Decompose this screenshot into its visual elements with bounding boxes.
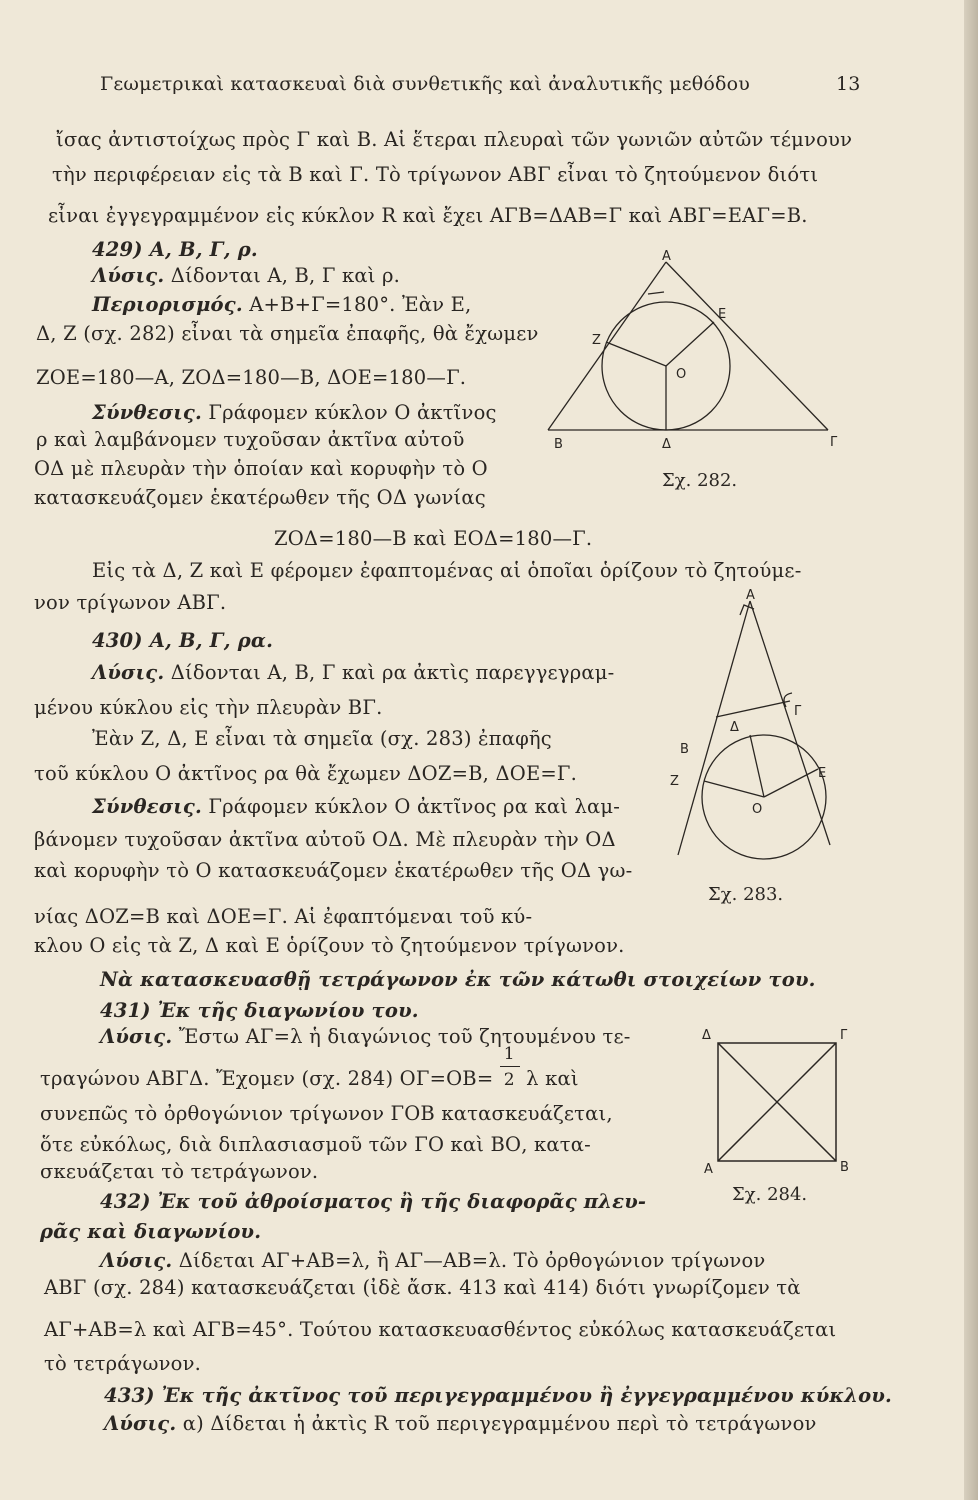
problem-430-heading: 430) Α, Β, Γ, ρα. [92,629,274,652]
label-a: A [662,249,671,264]
text-line: εἶναι ἐγγεγραμμένον εἰς κύκλον R καὶ ἔχει ΑΓΒ=ΔΑΒ=Γ καὶ ΑΒΓ=ΕΑΓ=Β. [48,204,808,227]
label-z: Z [592,333,601,348]
text-line [100,1249,765,1273]
label-b: B [680,742,689,757]
radius-oe [666,322,714,366]
periorismos-text: Α+Β+Γ=180°. Ἐὰν Ε, [249,293,472,316]
text-line: Εἰς τὰ Δ, Ζ καὶ Ε φέρομεν ἐφαπτομένας αἱ ὁποῖαι ὁρίζουν τὸ ζητούμε- [92,559,802,582]
text-line [40,1043,579,1092]
text-line: κατασκευάζομεν ἑκατέρωθεν τῆς ΟΔ γωνίας [34,486,486,509]
text-line [92,264,400,288]
fraction-bar [500,1066,520,1067]
label-d: Δ [702,1028,711,1043]
label-d: Δ [662,437,671,452]
lysis-label: Λύσις. [100,1249,173,1272]
lysis-text: α) Δίδεται ἡ ἀκτὶς R τοῦ περιγεγραμμένου περὶ τὸ τετράγωνον [182,1412,817,1435]
equation: ΖΟΕ=180—Α, ΖΟΔ=180—Β, ΔΟΕ=180—Γ. [36,366,467,389]
triangle-side-ab [548,262,666,430]
text-line: ἴσας ἀντιστοίχως πρὸς Γ καὶ Β. Αἱ ἕτεραι πλευραὶ τῶν γωνιῶν αὐτῶν τέμνουν [56,128,853,151]
figure-283 [668,585,848,875]
text-line: τὴν περιφέρειαν εἰς τὰ Β καὶ Γ. Τὸ τρίγωνον ΑΒΓ εἶναι τὸ ζητούμενον διότι [52,163,819,186]
label-a: A [704,1162,713,1177]
text-line: τοῦ κύκλου Ο ἀκτῖνος ρα θὰ ἔχωμεν ΔΟΖ=Β, ΔΟΕ=Γ. [34,762,578,785]
section-title: Νὰ κατασκευασθῇ τετράγωνον ἐκ τῶν κάτωθι στοιχείων του. [100,968,816,991]
synthesis-label: Σύνθεσις. [92,795,202,818]
text-line [92,795,620,819]
equation: ΖΟΔ=180—Β καὶ ΕΟΔ=180—Γ. [274,527,593,550]
lysis-text: Δίδονται Α, Β, Γ καὶ ρ. [170,264,401,287]
running-title: Γεωμετρικαὶ κατασκευαὶ διὰ συνθετικῆς καὶ ἀναλυτικῆς μεθόδου [100,73,751,95]
lysis-text: Ἔστω ΑΓ=λ ἡ διαγώνιος τοῦ ζητουμένου τε- [178,1025,631,1048]
label-b: B [554,437,563,452]
label-a: A [746,588,755,603]
synthesis-text: Γράφομεν κύκλον Ο ἀκτῖνος [208,401,497,424]
text-line: κλου Ο εἰς τὰ Ζ, Δ καὶ Ε ὁρίζουν τὸ ζητούμενον τρίγωνον. [34,934,625,957]
problem-433-heading: 433) Ἐκ τῆς ἀκτῖνος τοῦ περιγεγραμμένου ἢ ἐγγεγραμμένου κύκλου. [104,1384,893,1407]
triangle-side-ag [666,262,828,430]
text-part: τραγώνου ΑΒΓΔ. Ἔχομεν (σχ. 284) ΟΓ=ΟΒ= [40,1067,494,1090]
label-o: O [752,802,763,817]
figure-283-caption: Σχ. 283. [708,884,784,905]
figure-284-caption: Σχ. 284. [732,1184,808,1205]
problem-429-heading: 429) Α, Β, Γ, ρ. [92,238,258,261]
text-line [100,1025,631,1049]
label-g: Γ [794,704,802,719]
page-edge [964,0,978,1500]
label-o: O [676,367,687,382]
problem-432-heading-cont: ρᾶς καὶ διαγωνίου. [40,1220,262,1243]
text-line: νίας ΔΟΖ=Β καὶ ΔΟΕ=Γ. Αἱ ἐφαπτόμεναι τοῦ κύ- [34,905,533,928]
label-d: Δ [730,720,739,735]
problem-432-heading: 432) Ἐκ τοῦ ἀθροίσματος ἢ τῆς διαφορᾶς πλευ- [100,1190,647,1213]
lysis-label: Λύσις. [104,1412,177,1435]
angle-mark [648,292,664,294]
text-line: ὅτε εὐκόλως, διὰ διπλασιασμοῦ τῶν ΓΟ καὶ ΒΟ, κατα- [40,1133,591,1156]
synthesis-text: Γράφομεν κύκλον Ο ἀκτῖνος ρα καὶ λαμ- [208,795,621,818]
figure-282 [548,250,848,450]
line-ab-extended [678,601,750,855]
angle-mark [784,693,792,707]
label-e: E [818,766,827,781]
fraction-denominator: 2 [503,1069,515,1090]
text-line: καὶ κορυφὴν τὸ Ο κατασκευάζομεν ἑκατέρωθεν τῆς ΟΔ γω- [34,859,633,882]
figure-282-caption: Σχ. 282. [662,470,738,491]
lysis-label: Λύσις. [92,264,165,287]
label-z: Z [670,774,679,789]
text-line: Ἐὰν Ζ, Δ, Ε εἶναι τὰ σημεῖα (σχ. 283) ἐπαφῆς [92,727,552,750]
text-line: ΑΒΓ (σχ. 284) κατασκευάζεται (ἰδὲ ἄσκ. 413 καὶ 414) διότι γνωρίζομεν τὰ [44,1276,801,1299]
figure-284 [700,1025,860,1177]
lysis-text: Δίδεται ΑΓ+ΑΒ=λ, ἢ ΑΓ—ΑΒ=λ. Τὸ ὀρθογώνιον τρίγωνον [178,1249,766,1272]
radius-oz [606,342,666,366]
label-g: Γ [840,1028,848,1043]
text-line [92,661,614,685]
page-number: 13 [836,73,861,95]
text-line: νον τρίγωνον ΑΒΓ. [34,591,227,614]
label-b: B [840,1160,849,1175]
text-line: βάνομεν τυχοῦσαν ἀκτῖνα αὐτοῦ ΟΔ. Μὲ πλευρὰν τὴν ΟΔ [34,828,616,851]
text-line [92,293,471,317]
text-line: συνεπῶς τὸ ὀρθογώνιον τρίγωνον ΓΟΒ κατασκευάζεται, [40,1102,613,1125]
label-e: E [718,307,727,322]
text-line: ρ καὶ λαμβάνομεν τυχοῦσαν ἀκτῖνα αὐτοῦ [36,428,465,451]
text-line: σκευάζεται τὸ τετράγωνον. [40,1160,319,1183]
lysis-label: Λύσις. [92,661,165,684]
text-part: λ καὶ [526,1067,579,1090]
periorismos-label: Περιορισμός. [92,293,243,316]
problem-431-heading: 431) Ἐκ τῆς διαγωνίου του. [100,999,419,1022]
text-line: μένου κύκλου εἰς τὴν πλευρὰν ΒΓ. [34,696,383,719]
text-line: Δ, Ζ (σχ. 282) εἶναι τὰ σημεῖα ἐπαφῆς, θὰ ἔχωμεν [36,322,539,345]
text-line: τὸ τετράγωνον. [44,1352,202,1375]
label-g: Γ [830,435,838,450]
text-line: ΑΓ+ΑΒ=λ καὶ ΑΓΒ=45°. Τούτου κατασκευασθέντος εὐκόλως κατασκευάζεται [44,1318,837,1341]
radius-oz [704,781,764,797]
text-line: ΟΔ μὲ πλευρὰν τὴν ὁποίαν καὶ κορυφὴν τὸ Ο [34,457,488,480]
fraction-numerator: 1 [503,1043,515,1064]
lysis-label: Λύσις. [100,1025,173,1048]
lysis-text: Δίδονται Α, Β, Γ καὶ ρα ἀκτὶς παρεγγεγραμ- [170,661,615,684]
side-bg [716,701,790,717]
synthesis-label: Σύνθεσις. [92,401,202,424]
fraction [500,1043,520,1092]
text-line [104,1412,817,1436]
radius-od [750,735,764,797]
text-line [92,401,497,425]
